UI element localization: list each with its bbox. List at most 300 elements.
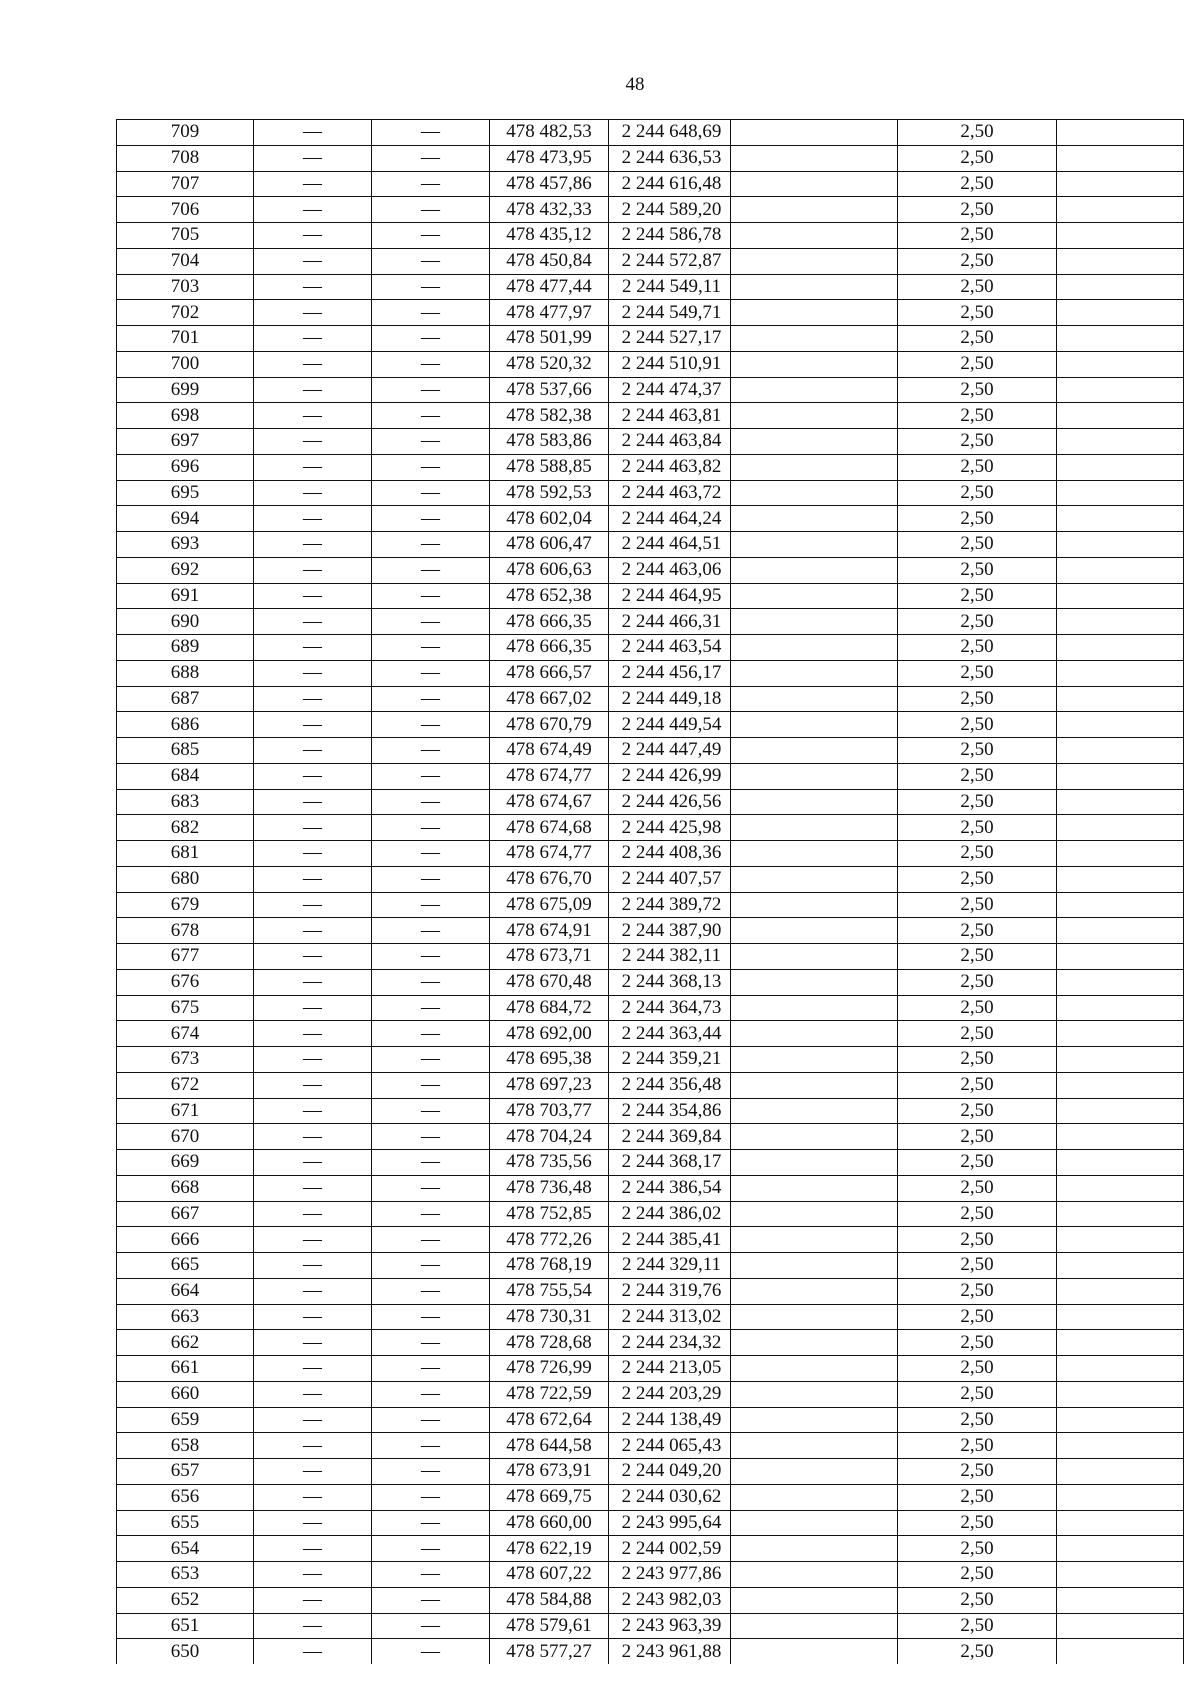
accuracy-cell: 2,50 (898, 1098, 1057, 1124)
empty-cell (731, 1150, 898, 1176)
empty-cell (731, 815, 898, 841)
y-coordinate-cell: 2 244 426,99 (609, 763, 731, 789)
empty-cell (1057, 1510, 1184, 1536)
accuracy-cell: 2,50 (898, 1227, 1057, 1253)
point-number-cell: 674 (117, 1021, 254, 1047)
empty-cell (1057, 1278, 1184, 1304)
empty-cell (1057, 660, 1184, 686)
empty-cell (731, 377, 898, 403)
x-coordinate-cell: 478 674,91 (490, 918, 609, 944)
empty-cell (731, 145, 898, 171)
table-row (117, 1098, 1184, 1124)
table-row (117, 738, 1184, 764)
empty-cell (731, 506, 898, 532)
x-coordinate-cell: 478 457,86 (490, 171, 609, 197)
x-coordinate-cell: 478 669,75 (490, 1484, 609, 1510)
dash-cell: — (372, 1484, 490, 1510)
accuracy-cell: 2,50 (898, 1613, 1057, 1639)
accuracy-cell: 2,50 (898, 1278, 1057, 1304)
dash-cell: — (372, 1201, 490, 1227)
empty-cell (1057, 918, 1184, 944)
y-coordinate-cell: 2 244 463,81 (609, 403, 731, 429)
table-row (117, 918, 1184, 944)
empty-cell (731, 557, 898, 583)
accuracy-cell: 2,50 (898, 1484, 1057, 1510)
dash-cell: — (372, 686, 490, 712)
point-number-cell: 668 (117, 1175, 254, 1201)
empty-cell (1057, 1381, 1184, 1407)
empty-cell (1057, 1175, 1184, 1201)
empty-cell (731, 1639, 898, 1664)
point-number-cell: 684 (117, 763, 254, 789)
point-number-cell: 651 (117, 1613, 254, 1639)
dash-cell: — (254, 1562, 372, 1588)
empty-cell (1057, 1356, 1184, 1382)
empty-cell (1057, 763, 1184, 789)
y-coordinate-cell: 2 244 356,48 (609, 1072, 731, 1098)
table-row (117, 506, 1184, 532)
y-coordinate-cell: 2 244 386,54 (609, 1175, 731, 1201)
point-number-cell: 663 (117, 1304, 254, 1330)
dash-cell: — (372, 351, 490, 377)
accuracy-cell: 2,50 (898, 1459, 1057, 1485)
dash-cell: — (254, 866, 372, 892)
empty-cell (731, 1201, 898, 1227)
accuracy-cell: 2,50 (898, 300, 1057, 326)
x-coordinate-cell: 478 676,70 (490, 866, 609, 892)
empty-cell (1057, 609, 1184, 635)
empty-cell (1057, 120, 1184, 146)
dash-cell: — (254, 1072, 372, 1098)
empty-cell (1057, 274, 1184, 300)
dash-cell: — (254, 918, 372, 944)
empty-cell (1057, 1536, 1184, 1562)
table-row (117, 712, 1184, 738)
x-coordinate-cell: 478 674,68 (490, 815, 609, 841)
accuracy-cell: 2,50 (898, 866, 1057, 892)
empty-cell (731, 274, 898, 300)
empty-cell (1057, 738, 1184, 764)
dash-cell: — (372, 1124, 490, 1150)
accuracy-cell: 2,50 (898, 712, 1057, 738)
table-row (117, 557, 1184, 583)
empty-cell (1057, 1459, 1184, 1485)
point-number-cell: 653 (117, 1562, 254, 1588)
point-number-cell: 655 (117, 1510, 254, 1536)
accuracy-cell: 2,50 (898, 1510, 1057, 1536)
empty-cell (731, 1304, 898, 1330)
dash-cell: — (254, 377, 372, 403)
table-row (117, 1484, 1184, 1510)
accuracy-cell: 2,50 (898, 145, 1057, 171)
dash-cell: — (372, 841, 490, 867)
point-number-cell: 671 (117, 1098, 254, 1124)
x-coordinate-cell: 478 501,99 (490, 326, 609, 352)
y-coordinate-cell: 2 244 464,95 (609, 583, 731, 609)
empty-cell (731, 1356, 898, 1382)
point-number-cell: 691 (117, 583, 254, 609)
x-coordinate-cell: 478 675,09 (490, 892, 609, 918)
empty-cell (731, 480, 898, 506)
dash-cell: — (254, 1278, 372, 1304)
table-row (117, 609, 1184, 635)
table-row (117, 686, 1184, 712)
x-coordinate-cell: 478 606,47 (490, 532, 609, 558)
point-number-cell: 699 (117, 377, 254, 403)
dash-cell: — (372, 1175, 490, 1201)
empty-cell (1057, 969, 1184, 995)
dash-cell: — (372, 454, 490, 480)
empty-cell (1057, 892, 1184, 918)
empty-cell (731, 1433, 898, 1459)
x-coordinate-cell: 478 736,48 (490, 1175, 609, 1201)
dash-cell: — (372, 583, 490, 609)
empty-cell (731, 403, 898, 429)
point-number-cell: 686 (117, 712, 254, 738)
point-number-cell: 701 (117, 326, 254, 352)
empty-cell (731, 1536, 898, 1562)
table-row (117, 197, 1184, 223)
empty-cell (1057, 1484, 1184, 1510)
accuracy-cell: 2,50 (898, 686, 1057, 712)
y-coordinate-cell: 2 244 456,17 (609, 660, 731, 686)
empty-cell (1057, 1047, 1184, 1073)
dash-cell: — (372, 1587, 490, 1613)
empty-cell (1057, 351, 1184, 377)
dash-cell: — (254, 635, 372, 661)
dash-cell: — (254, 454, 372, 480)
empty-cell (1057, 454, 1184, 480)
x-coordinate-cell: 478 674,67 (490, 789, 609, 815)
point-number-cell: 660 (117, 1381, 254, 1407)
accuracy-cell: 2,50 (898, 248, 1057, 274)
dash-cell: — (372, 403, 490, 429)
x-coordinate-cell: 478 477,97 (490, 300, 609, 326)
empty-cell (731, 1124, 898, 1150)
point-number-cell: 662 (117, 1330, 254, 1356)
empty-cell (731, 532, 898, 558)
y-coordinate-cell: 2 244 319,76 (609, 1278, 731, 1304)
accuracy-cell: 2,50 (898, 1356, 1057, 1382)
empty-cell (1057, 1562, 1184, 1588)
table-row (117, 789, 1184, 815)
y-coordinate-cell: 2 244 463,06 (609, 557, 731, 583)
empty-cell (731, 944, 898, 970)
dash-cell: — (254, 506, 372, 532)
x-coordinate-cell: 478 622,19 (490, 1536, 609, 1562)
x-coordinate-cell: 478 607,22 (490, 1562, 609, 1588)
x-coordinate-cell: 478 752,85 (490, 1201, 609, 1227)
x-coordinate-cell: 478 666,35 (490, 609, 609, 635)
dash-cell: — (254, 1098, 372, 1124)
dash-cell: — (254, 429, 372, 455)
table-row (117, 1124, 1184, 1150)
dash-cell: — (372, 866, 490, 892)
dash-cell: — (372, 969, 490, 995)
x-coordinate-cell: 478 735,56 (490, 1150, 609, 1176)
y-coordinate-cell: 2 244 203,29 (609, 1381, 731, 1407)
accuracy-cell: 2,50 (898, 532, 1057, 558)
dash-cell: — (372, 609, 490, 635)
y-coordinate-cell: 2 244 425,98 (609, 815, 731, 841)
empty-cell (1057, 248, 1184, 274)
dash-cell: — (254, 1227, 372, 1253)
x-coordinate-cell: 478 667,02 (490, 686, 609, 712)
x-coordinate-cell: 478 674,77 (490, 763, 609, 789)
dash-cell: — (372, 995, 490, 1021)
dash-cell: — (254, 1124, 372, 1150)
point-number-cell: 694 (117, 506, 254, 532)
dash-cell: — (372, 1381, 490, 1407)
point-number-cell: 706 (117, 197, 254, 223)
accuracy-cell: 2,50 (898, 583, 1057, 609)
table-row (117, 841, 1184, 867)
dash-cell: — (372, 712, 490, 738)
accuracy-cell: 2,50 (898, 223, 1057, 249)
dash-cell: — (254, 197, 372, 223)
dash-cell: — (372, 944, 490, 970)
empty-cell (731, 223, 898, 249)
table-row (117, 1587, 1184, 1613)
accuracy-cell: 2,50 (898, 1304, 1057, 1330)
x-coordinate-cell: 478 652,38 (490, 583, 609, 609)
y-coordinate-cell: 2 244 527,17 (609, 326, 731, 352)
table-row (117, 815, 1184, 841)
point-number-cell: 680 (117, 866, 254, 892)
empty-cell (731, 1459, 898, 1485)
table-row (117, 377, 1184, 403)
y-coordinate-cell: 2 244 464,51 (609, 532, 731, 558)
y-coordinate-cell: 2 244 572,87 (609, 248, 731, 274)
accuracy-cell: 2,50 (898, 1072, 1057, 1098)
table-row (117, 171, 1184, 197)
x-coordinate-cell: 478 768,19 (490, 1253, 609, 1279)
point-number-cell: 702 (117, 300, 254, 326)
accuracy-cell: 2,50 (898, 1639, 1057, 1664)
point-number-cell: 697 (117, 429, 254, 455)
empty-cell (1057, 300, 1184, 326)
dash-cell: — (372, 1150, 490, 1176)
x-coordinate-cell: 478 482,53 (490, 120, 609, 146)
accuracy-cell: 2,50 (898, 969, 1057, 995)
y-coordinate-cell: 2 244 389,72 (609, 892, 731, 918)
y-coordinate-cell: 2 244 648,69 (609, 120, 731, 146)
point-number-cell: 704 (117, 248, 254, 274)
y-coordinate-cell: 2 244 329,11 (609, 1253, 731, 1279)
y-coordinate-cell: 2 243 977,86 (609, 1562, 731, 1588)
dash-cell: — (372, 789, 490, 815)
table-row (117, 1536, 1184, 1562)
dash-cell: — (372, 660, 490, 686)
point-number-cell: 656 (117, 1484, 254, 1510)
x-coordinate-cell: 478 602,04 (490, 506, 609, 532)
y-coordinate-cell: 2 244 447,49 (609, 738, 731, 764)
y-coordinate-cell: 2 244 364,73 (609, 995, 731, 1021)
table-row (117, 1613, 1184, 1639)
table-row (117, 403, 1184, 429)
x-coordinate-cell: 478 435,12 (490, 223, 609, 249)
table-row (117, 1175, 1184, 1201)
table-row (117, 1201, 1184, 1227)
table-row (117, 969, 1184, 995)
dash-cell: — (372, 635, 490, 661)
dash-cell: — (254, 583, 372, 609)
dash-cell: — (372, 223, 490, 249)
table-row (117, 274, 1184, 300)
accuracy-cell: 2,50 (898, 892, 1057, 918)
point-number-cell: 690 (117, 609, 254, 635)
y-coordinate-cell: 2 244 368,17 (609, 1150, 731, 1176)
dash-cell: — (254, 789, 372, 815)
y-coordinate-cell: 2 244 463,54 (609, 635, 731, 661)
empty-cell (1057, 789, 1184, 815)
x-coordinate-cell: 478 704,24 (490, 1124, 609, 1150)
table-row (117, 1253, 1184, 1279)
accuracy-cell: 2,50 (898, 1330, 1057, 1356)
coordinates-table (116, 119, 1184, 1664)
dash-cell: — (254, 1536, 372, 1562)
point-number-cell: 665 (117, 1253, 254, 1279)
accuracy-cell: 2,50 (898, 326, 1057, 352)
point-number-cell: 659 (117, 1407, 254, 1433)
y-coordinate-cell: 2 244 387,90 (609, 918, 731, 944)
empty-cell (731, 1381, 898, 1407)
dash-cell: — (372, 274, 490, 300)
empty-cell (1057, 532, 1184, 558)
table-row (117, 892, 1184, 918)
x-coordinate-cell: 478 537,66 (490, 377, 609, 403)
dash-cell: — (372, 300, 490, 326)
empty-cell (731, 1510, 898, 1536)
x-coordinate-cell: 478 670,79 (490, 712, 609, 738)
dash-cell: — (254, 403, 372, 429)
y-coordinate-cell: 2 243 963,39 (609, 1613, 731, 1639)
table-row (117, 480, 1184, 506)
empty-cell (731, 326, 898, 352)
x-coordinate-cell: 478 673,91 (490, 1459, 609, 1485)
dash-cell: — (372, 1330, 490, 1356)
empty-cell (1057, 403, 1184, 429)
y-coordinate-cell: 2 244 138,49 (609, 1407, 731, 1433)
x-coordinate-cell: 478 673,71 (490, 944, 609, 970)
x-coordinate-cell: 478 432,33 (490, 197, 609, 223)
y-coordinate-cell: 2 244 589,20 (609, 197, 731, 223)
dash-cell: — (254, 1047, 372, 1073)
point-number-cell: 669 (117, 1150, 254, 1176)
empty-cell (731, 892, 898, 918)
y-coordinate-cell: 2 244 385,41 (609, 1227, 731, 1253)
x-coordinate-cell: 478 703,77 (490, 1098, 609, 1124)
accuracy-cell: 2,50 (898, 660, 1057, 686)
table-row (117, 326, 1184, 352)
dash-cell: — (372, 377, 490, 403)
table-row (117, 300, 1184, 326)
point-number-cell: 654 (117, 1536, 254, 1562)
point-number-cell: 700 (117, 351, 254, 377)
x-coordinate-cell: 478 450,84 (490, 248, 609, 274)
x-coordinate-cell: 478 660,00 (490, 1510, 609, 1536)
empty-cell (1057, 944, 1184, 970)
empty-cell (1057, 635, 1184, 661)
dash-cell: — (254, 763, 372, 789)
empty-cell (731, 738, 898, 764)
accuracy-cell: 2,50 (898, 1433, 1057, 1459)
empty-cell (731, 660, 898, 686)
empty-cell (731, 300, 898, 326)
empty-cell (1057, 583, 1184, 609)
table-row (117, 454, 1184, 480)
dash-cell: — (254, 841, 372, 867)
dash-cell: — (372, 506, 490, 532)
y-coordinate-cell: 2 244 030,62 (609, 1484, 731, 1510)
accuracy-cell: 2,50 (898, 841, 1057, 867)
x-coordinate-cell: 478 670,48 (490, 969, 609, 995)
dash-cell: — (372, 1459, 490, 1485)
x-coordinate-cell: 478 477,44 (490, 274, 609, 300)
x-coordinate-cell: 478 684,72 (490, 995, 609, 1021)
dash-cell: — (254, 738, 372, 764)
accuracy-cell: 2,50 (898, 1175, 1057, 1201)
accuracy-cell: 2,50 (898, 815, 1057, 841)
coordinates-table-body (117, 120, 1184, 1665)
x-coordinate-cell: 478 772,26 (490, 1227, 609, 1253)
empty-cell (1057, 1304, 1184, 1330)
dash-cell: — (254, 1613, 372, 1639)
table-row (117, 1072, 1184, 1098)
empty-cell (1057, 841, 1184, 867)
empty-cell (731, 351, 898, 377)
dash-cell: — (254, 1330, 372, 1356)
empty-cell (1057, 1407, 1184, 1433)
x-coordinate-cell: 478 722,59 (490, 1381, 609, 1407)
empty-cell (731, 1253, 898, 1279)
dash-cell: — (372, 197, 490, 223)
dash-cell: — (254, 171, 372, 197)
x-coordinate-cell: 478 755,54 (490, 1278, 609, 1304)
empty-cell (731, 171, 898, 197)
dash-cell: — (254, 892, 372, 918)
empty-cell (1057, 815, 1184, 841)
point-number-cell: 676 (117, 969, 254, 995)
dash-cell: — (372, 1536, 490, 1562)
y-coordinate-cell: 2 244 386,02 (609, 1201, 731, 1227)
accuracy-cell: 2,50 (898, 1150, 1057, 1176)
table-row (117, 1021, 1184, 1047)
y-coordinate-cell: 2 244 363,44 (609, 1021, 731, 1047)
dash-cell: — (254, 1484, 372, 1510)
x-coordinate-cell: 478 473,95 (490, 145, 609, 171)
table-row (117, 1150, 1184, 1176)
dash-cell: — (254, 223, 372, 249)
dash-cell: — (372, 1047, 490, 1073)
x-coordinate-cell: 478 695,38 (490, 1047, 609, 1073)
y-coordinate-cell: 2 244 463,72 (609, 480, 731, 506)
y-coordinate-cell: 2 244 313,02 (609, 1304, 731, 1330)
dash-cell: — (254, 1510, 372, 1536)
empty-cell (1057, 506, 1184, 532)
accuracy-cell: 2,50 (898, 1124, 1057, 1150)
dash-cell: — (372, 1356, 490, 1382)
point-number-cell: 685 (117, 738, 254, 764)
dash-cell: — (254, 120, 372, 146)
y-coordinate-cell: 2 244 408,36 (609, 841, 731, 867)
empty-cell (731, 454, 898, 480)
x-coordinate-cell: 478 588,85 (490, 454, 609, 480)
table-row (117, 1510, 1184, 1536)
x-coordinate-cell: 478 579,61 (490, 1613, 609, 1639)
dash-cell: — (372, 918, 490, 944)
dash-cell: — (372, 1072, 490, 1098)
